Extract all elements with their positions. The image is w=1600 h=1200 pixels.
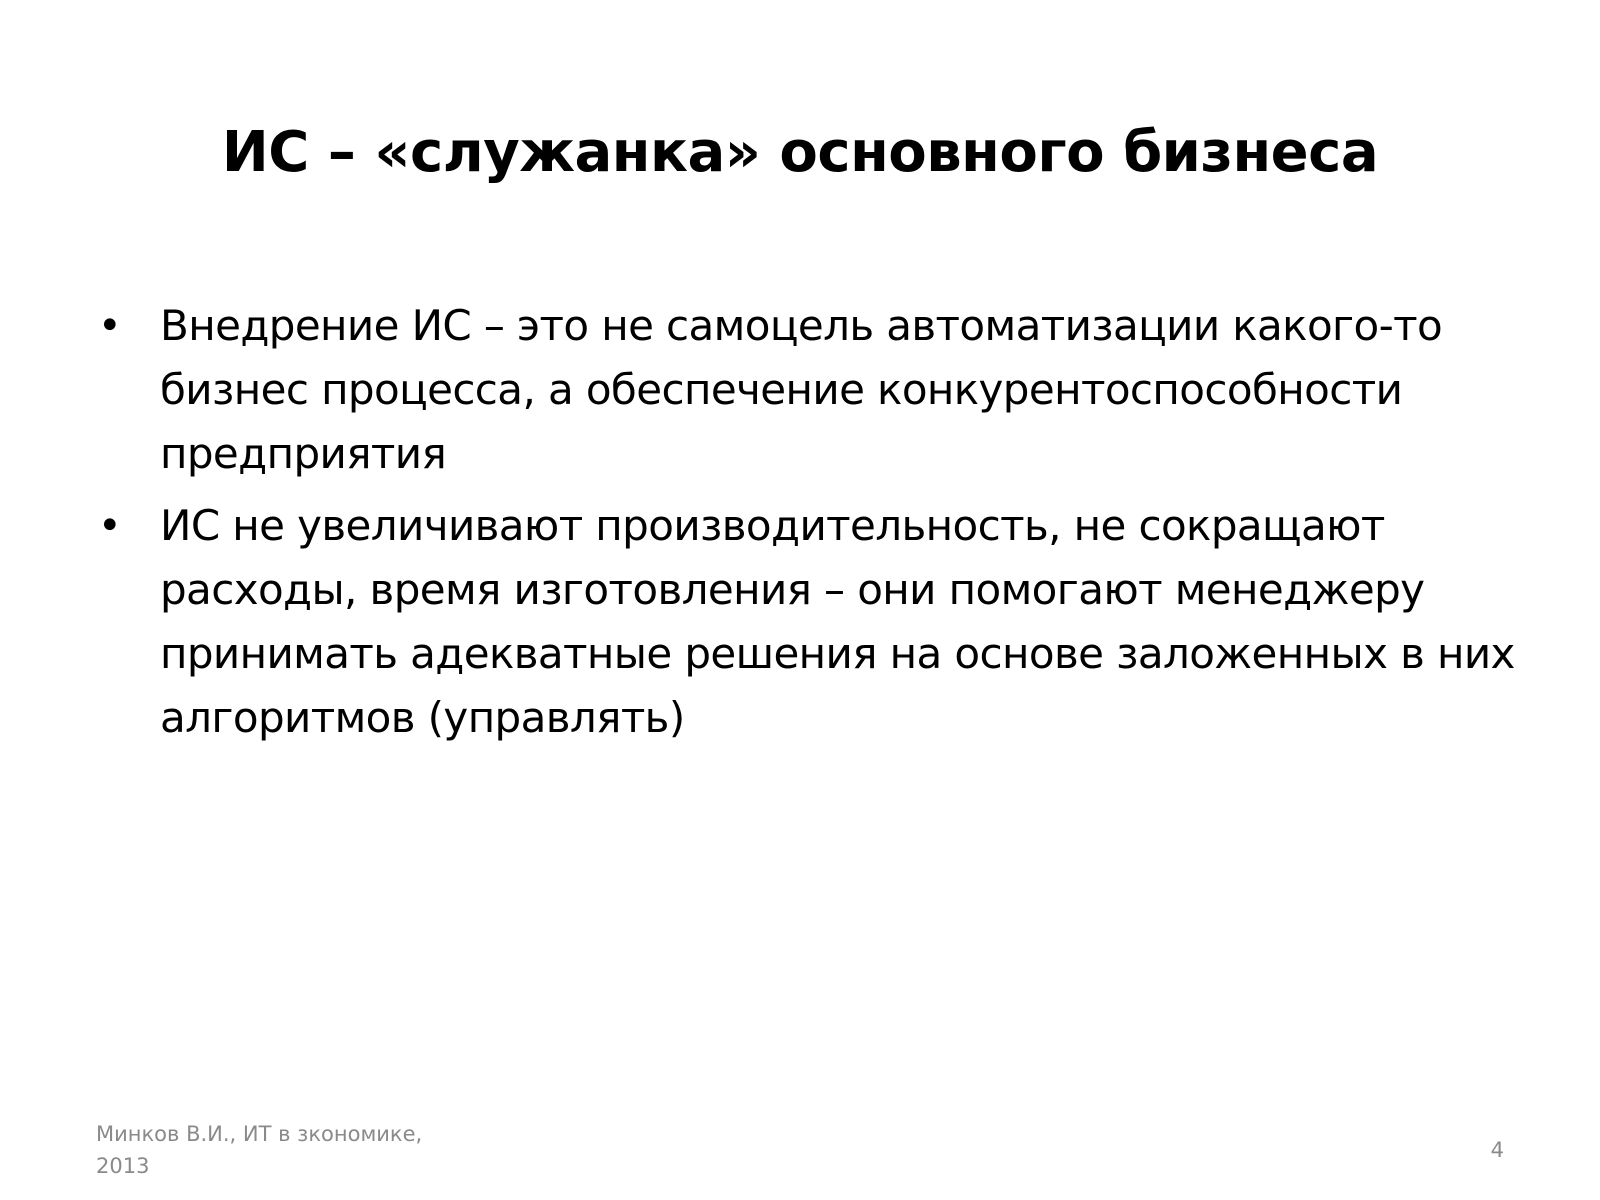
footer-author (96, 1118, 516, 1182)
bullet-text: Внедрение ИС – это не самоцель автоматизации какого-то бизнес процесса, а обеспечение конкурентоспособности предприятия (160, 301, 1443, 478)
bullet-text: ИС не увеличивают производительность, не сокращают расходы, время изготовления – они помогают менеджеру принимать адекватные решения на основе заложенных в них алгоритмов (управлять) (160, 501, 1515, 742)
bullet-marker: • (98, 503, 121, 549)
bullet-item-1 (96, 294, 1536, 486)
bullet-item-2 (96, 494, 1536, 750)
slide-title: ИС – «служанка» основного бизнеса (221, 120, 1379, 185)
footer-author-line: Минков В.И., ИТ в зкономике, (96, 1122, 423, 1146)
bullet-marker: • (98, 303, 121, 349)
page-number: 4 (1490, 1138, 1504, 1162)
bullet-list (96, 294, 1536, 758)
footer-year: 2013 (96, 1154, 150, 1178)
